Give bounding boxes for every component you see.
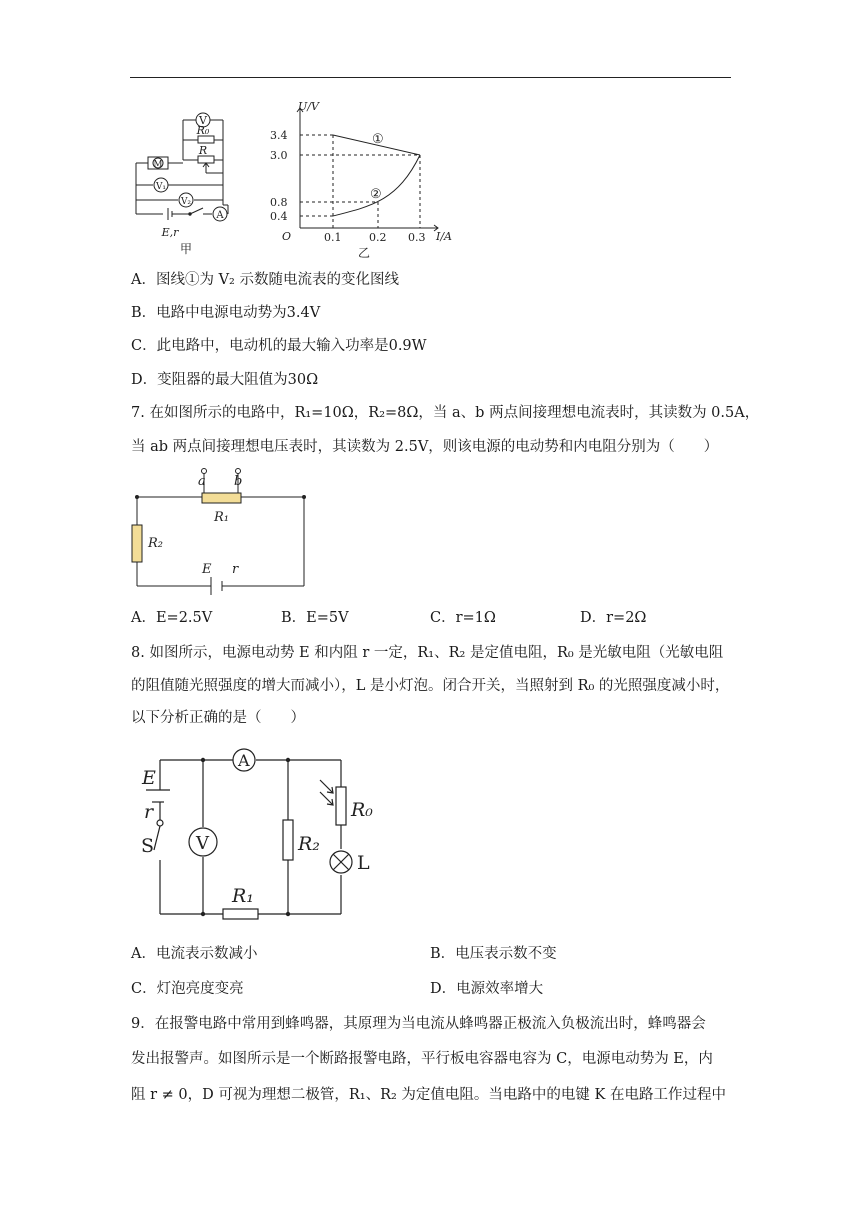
q6-ytick-3.0: 3.0 xyxy=(270,149,288,162)
q9-stem-line-2: 发出报警声。如图所示是一个断路报警电路，平行板电容器电容为 C，电源电动势为 E，内 xyxy=(131,1051,713,1067)
q8-option-c: C．灯泡亮度变亮 xyxy=(131,981,244,997)
q7-option-d: D．r=2Ω xyxy=(580,610,647,626)
q6-circuit-figure xyxy=(128,100,238,260)
q6-option-b: B．电路中电源电动势为3.4V xyxy=(131,305,321,321)
q6-xtick-0.3: 0.3 xyxy=(408,231,426,244)
q9-stem-line-1: 9．在报警电路中常用到蜂鸣器，其原理为当电流从蜂鸣器正极流入负极流出时，蜂鸣器会 xyxy=(131,1016,706,1032)
q8-stem-line-2: 的阻值随光照强度的增大而减小），L 是小灯泡。闭合开关，当照射到 R₀ 的光照强度减小时， xyxy=(131,678,730,694)
q6-curve1-label: ① xyxy=(372,132,384,147)
q6-option-c: C．此电路中，电动机的最大输入功率是0.9W xyxy=(131,338,427,354)
q7-r-label: r xyxy=(232,562,239,577)
q8-circuit-figure xyxy=(138,742,378,924)
q6-ylabel: U/V xyxy=(298,100,319,113)
q8-r1-label: R₁ xyxy=(232,885,254,907)
q6-curve2-label: ② xyxy=(370,187,382,202)
q8-option-d: D．电源效率增大 xyxy=(430,981,544,997)
q6-origin: O xyxy=(282,230,292,243)
q8-r0-label: R₀ xyxy=(351,799,373,821)
q6-fig-caption-yi: 乙 xyxy=(358,246,371,260)
q8-s-label: S xyxy=(141,835,155,857)
q6-fig-caption-jia: 甲 xyxy=(179,242,193,256)
q8-option-a: A．电流表示数减小 xyxy=(131,946,258,962)
q6-ytick-0.8: 0.8 xyxy=(270,196,288,209)
q8-v-label: V xyxy=(196,833,209,854)
q9-stem-line-3: 阻 r ≠ 0，D 可视为理想二极管，R₁、R₂ 为定值电阻。当电路中的电键 K 在电路工作过程中 xyxy=(131,1087,726,1103)
q6-xtick-0.2: 0.2 xyxy=(369,231,387,244)
q6-ytick-0.4: 0.4 xyxy=(270,210,288,223)
q8-stem-line-1: 8. 如图所示，电源电动势 E 和内阻 r 一定，R₁、R₂ 是定值电阻，R₀ 是光敏电阻（光敏电阻 xyxy=(131,645,724,661)
q8-stem-line-3: 以下分析正确的是（ ） xyxy=(131,710,305,726)
q6-r-label: R xyxy=(198,144,208,157)
q7-r1-label: R₁ xyxy=(214,510,229,525)
q8-option-b: B．电压表示数不变 xyxy=(430,946,557,962)
q8-e-label: E xyxy=(142,767,156,789)
q7-r2-label: R₂ xyxy=(148,536,163,551)
q8-a-label: A xyxy=(238,751,250,770)
q6-option-a: A．图线①为 V₂ 示数随电流表的变化图线 xyxy=(131,272,399,288)
q6-er-label: E,r xyxy=(161,226,179,239)
q7-circuit-figure xyxy=(128,465,318,595)
q7-option-b: B．E=5V xyxy=(281,610,349,626)
q8-r-label: r xyxy=(144,801,154,823)
header-rule xyxy=(130,77,731,78)
q6-v2-label: V₂ xyxy=(180,197,192,207)
q6-r0-label: R₀ xyxy=(196,124,210,137)
q7-a-label: a xyxy=(198,474,206,489)
q6-xlabel: I/A xyxy=(436,230,452,243)
q7-stem-line-2: 当 ab 两点间接理想电压表时，其读数为 2.5V，则该电源的电动势和内电阻分别为（ ） xyxy=(131,439,719,455)
q6-ui-graph xyxy=(268,100,458,262)
q7-b-label: b xyxy=(234,474,243,489)
q6-v-label: V xyxy=(199,114,207,127)
q7-e-label: E xyxy=(202,562,212,577)
q6-option-d: D．变阻器的最大阻值为30Ω xyxy=(131,372,319,388)
q8-l-label: L xyxy=(357,852,370,874)
q6-ytick-3.4: 3.4 xyxy=(270,129,288,142)
q6-m-label: M xyxy=(153,160,163,170)
q6-a-label: A xyxy=(216,210,224,221)
q7-stem-line-1: 7. 在如图所示的电路中，R₁=10Ω，R₂=8Ω，当 a、b 两点间接理想电流表时，其读数为 0.5A， xyxy=(131,405,760,421)
q7-option-c: C．r=1Ω xyxy=(430,610,496,626)
q6-xtick-0.1: 0.1 xyxy=(324,231,342,244)
q6-v1-label: V₁ xyxy=(155,182,167,192)
q7-option-a: A．E=2.5V xyxy=(131,610,213,626)
q8-r2-label: R₂ xyxy=(298,833,320,855)
